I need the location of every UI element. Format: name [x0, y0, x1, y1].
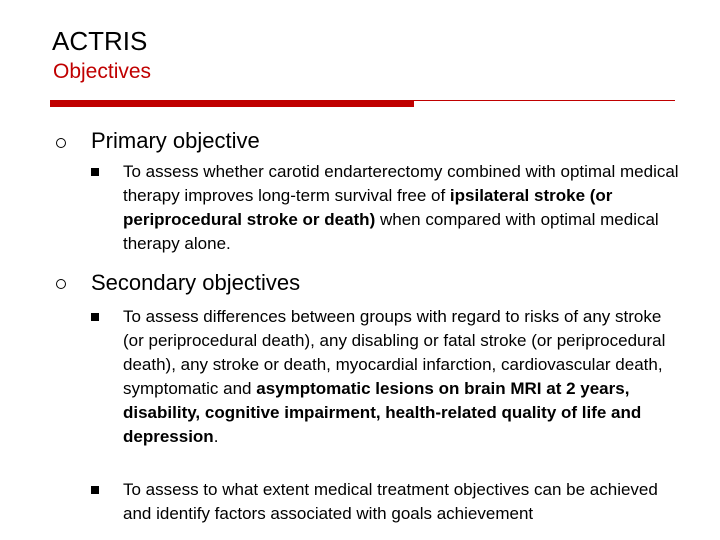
slide-title: ACTRIS: [52, 26, 148, 56]
hollow-circle-bullet-icon: [56, 138, 66, 148]
title-underline-thick: [50, 100, 414, 107]
section-heading-primary: Primary objective: [91, 128, 260, 153]
slide-subtitle: Objectives: [53, 60, 152, 83]
list-item-secondary-objective-2: [123, 478, 683, 526]
title-underline-thin: [414, 100, 675, 101]
list-item-text-emphasis: asymptomatic lesions on brain MRI at 2 years, disability, cognitive impairment, health-related quality of life and depression: [123, 379, 642, 446]
square-bullet-icon: [91, 486, 99, 494]
square-bullet-icon: [91, 313, 99, 321]
hollow-circle-bullet-icon: [56, 279, 66, 289]
list-item-text: .: [213, 427, 219, 446]
list-item-text: To assess whether carotid endarterectomy combined with optimal medical therapy improves long-term survival free of: [123, 162, 679, 205]
list-item-text: To assess differences between groups with regard to risks of any stroke (or periprocedural death), any disabling or fatal stroke (or periprocedural death), any stroke or death, myocardial infarction, cardiovascular death, symptomatic and: [123, 307, 666, 398]
section-heading-secondary: Secondary objectives: [91, 270, 301, 295]
square-bullet-icon: [91, 168, 99, 176]
list-item-text: when compared with optimal medical therapy alone.: [123, 210, 659, 253]
list-item-primary-objective: [123, 160, 683, 256]
list-item-secondary-objective-1: [123, 305, 683, 449]
list-item-text-emphasis: ipsilateral stroke (or periprocedural stroke or death): [123, 186, 613, 229]
list-item-text: To assess to what extent medical treatment objectives can be achieved and identify factors associated with goals achievement: [123, 480, 658, 523]
